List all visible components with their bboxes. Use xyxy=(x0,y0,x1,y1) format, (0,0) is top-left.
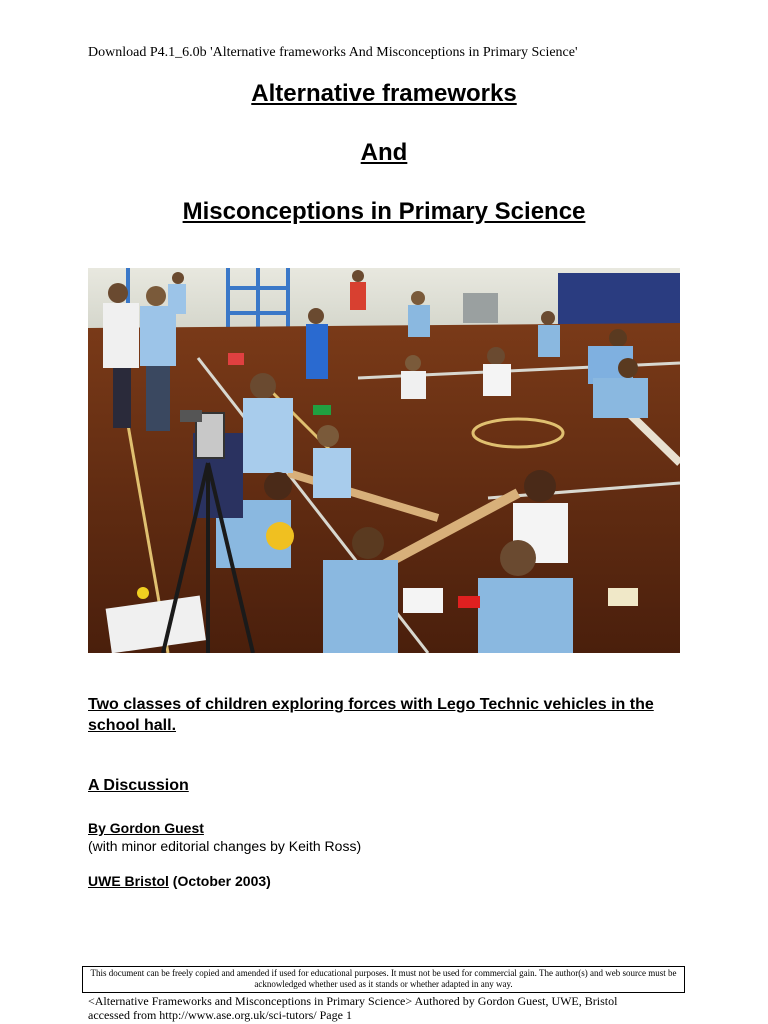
title-line-3: Misconceptions in Primary Science xyxy=(182,198,586,225)
photo-children-lego-vehicles-icon xyxy=(88,268,680,653)
page-footer xyxy=(88,994,688,1022)
discussion-label: A Discussion xyxy=(88,777,189,794)
discussion-heading xyxy=(88,777,189,795)
institution-name: UWE Bristol xyxy=(88,873,169,889)
download-reference: Download P4.1_6.0b 'Alternative frameworks And Misconceptions in Primary Science' xyxy=(88,45,578,60)
institution-date: (October 2003) xyxy=(172,873,271,889)
photo-caption xyxy=(88,694,698,736)
institution-line xyxy=(88,873,271,889)
classroom-photo xyxy=(88,268,680,653)
caption-text: Two classes of children exploring forces with Lego Technic vehicles in the school hall. xyxy=(88,696,654,734)
author-line: By Gordon Guest xyxy=(88,820,204,836)
footer-source: accessed from http://www.ase.org.uk/sci-tutors/ Page 1 xyxy=(88,1008,352,1022)
license-notice: This document can be freely copied and amended if used for educational purposes. It must not be used for commercial gain. The author(s) and web source must be acknowledged whether used as it stands or whether adapted in any way. xyxy=(82,966,685,993)
footer-attribution: <Alternative Frameworks and Misconceptions in Primary Science> Authored by Gordon Guest, UWE, Bristol xyxy=(88,994,618,1008)
title-line-1: Alternative frameworks xyxy=(251,80,517,107)
editorial-note: (with minor editorial changes by Keith Ross) xyxy=(88,838,362,854)
title-line-2: And xyxy=(360,139,408,166)
